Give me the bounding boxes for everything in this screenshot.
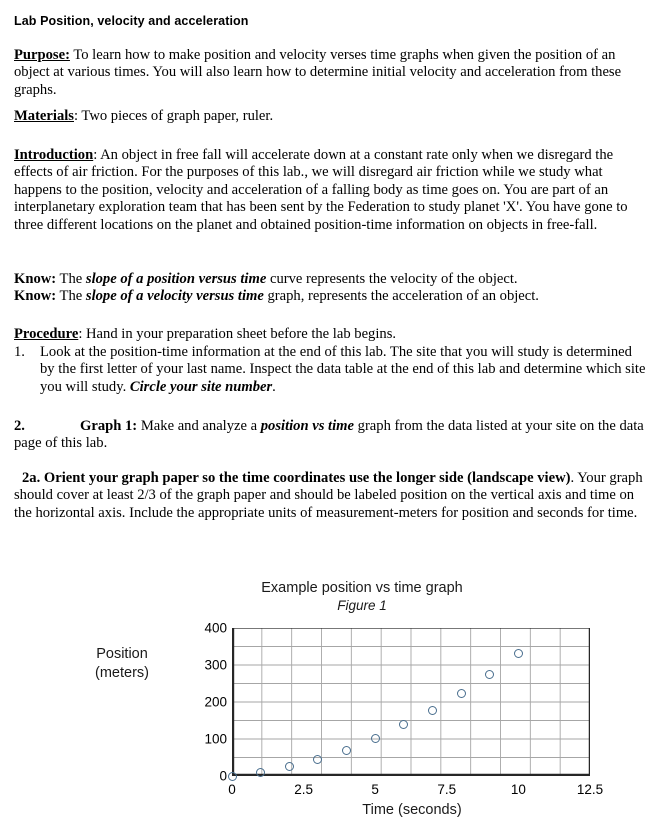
know-pre-2: The <box>56 288 86 304</box>
list-item-text <box>40 344 648 396</box>
know-label-2: Know: <box>14 288 57 304</box>
y-tick-label: 100 <box>204 731 227 747</box>
materials-text: : Two pieces of graph paper, ruler. <box>73 108 274 124</box>
item-2a-paragraph <box>14 470 650 522</box>
y-axis-title-line2: (meters) <box>95 665 149 681</box>
step-1-emphasis: Circle your site number <box>129 378 273 395</box>
item-2a-bold-lead: 2a. Orient your graph paper so the time coordinates use the longer side (landscape view) <box>22 470 571 486</box>
x-tick-label: 12.5 <box>576 782 604 797</box>
purpose-label: Purpose: <box>14 47 70 63</box>
chart-title: Example position vs time graph <box>261 580 463 596</box>
step-1-post: . <box>272 378 276 395</box>
list-item-marker: 1. <box>14 344 25 360</box>
purpose-text: To learn how to make position and velocity verses time graphs when given the position of an object at various times. You will also learn how to determine initial velocity and acceleration from these graphs. <box>14 47 622 98</box>
data-point <box>485 670 494 679</box>
know-label-1: Know: <box>14 271 57 287</box>
know-line-1 <box>14 271 648 288</box>
plot-wrapper <box>204 620 604 797</box>
know-post-1: curve represents the velocity of the object. <box>266 271 518 287</box>
list-item <box>14 344 648 396</box>
know-line-2 <box>14 288 648 305</box>
know-emphasis-1: slope of a position versus time <box>85 271 267 287</box>
data-point <box>228 772 237 781</box>
x-axis-title: Time (seconds) <box>362 802 462 818</box>
data-point <box>256 768 265 777</box>
procedure-paragraph <box>14 326 648 343</box>
data-point <box>371 734 380 743</box>
page-title: Lab Position, velocity and acceleration <box>14 14 249 28</box>
y-tick-label: 300 <box>204 657 227 673</box>
item-2-emphasis: position vs time <box>260 418 354 434</box>
item-2-pre: Make and analyze a <box>137 418 261 434</box>
know-pre-1: The <box>56 271 86 287</box>
y-axis-title <box>62 645 182 683</box>
y-axis-title-line1: Position <box>96 646 148 662</box>
chart-figure-label: Figure 1 <box>337 598 387 613</box>
introduction-paragraph <box>14 147 648 234</box>
x-tick-label: 0 <box>228 782 236 797</box>
data-point <box>285 762 294 771</box>
y-tick-label: 400 <box>204 620 227 636</box>
position-vs-time-chart <box>0 570 667 831</box>
materials-paragraph <box>14 108 636 125</box>
procedure-text: : Hand in your preparation sheet before the lab begins. <box>78 326 397 342</box>
know-post-2: graph, represents the acceleration of an object. <box>263 288 539 304</box>
know-emphasis-2: slope of a velocity versus time <box>85 288 264 304</box>
x-tick-label: 10 <box>510 782 526 797</box>
item-2-graph-label: Graph 1: <box>80 418 138 434</box>
item-2-post: graph from the data listed at your site on the data page of this lab. <box>14 418 644 452</box>
x-tick-label: 7.5 <box>437 782 457 797</box>
plot-area <box>232 628 590 776</box>
x-tick-label: 2.5 <box>294 782 313 797</box>
item-2a-text: . Your graph should cover at least 2/3 of the graph paper and should be labeled position on the vertical axis and time on the horizontal axis. Include the appropriate units of measurement-meters for position and seconds for time. <box>14 470 643 521</box>
introduction-label: Introduction <box>14 147 94 163</box>
item-2-paragraph <box>14 418 648 453</box>
procedure-step-list <box>14 344 648 396</box>
y-tick-label: 0 <box>219 768 227 784</box>
step-1-pre: Look at the position-time information at the end of this lab. The site that you will study is determined by the first letter of your last name. Inspect the data table at the end of this lab and determine which site you will study. <box>40 344 646 395</box>
purpose-paragraph <box>14 47 636 99</box>
y-tick-label: 200 <box>204 694 227 710</box>
procedure-label: Procedure <box>14 326 79 342</box>
data-point <box>457 689 466 698</box>
materials-label: Materials <box>14 108 74 124</box>
item-2-marker: 2. <box>14 418 25 434</box>
data-point <box>342 746 351 755</box>
introduction-text: : An object in free fall will accelerate down at a constant rate only when we disregard the effects of air friction. For the purposes of this lab., we will disregard air friction while we study what happens to the position, velocity and acceleration of a falling body as time goes on. You are part of an interplanetary exploration team that has been sent by the Federation to study planet 'X'. You have gone to three different locations on the planet and obtained position-time information on objects in free-fall. <box>14 147 628 233</box>
x-tick-label: 5 <box>371 782 379 797</box>
data-point <box>428 706 437 715</box>
